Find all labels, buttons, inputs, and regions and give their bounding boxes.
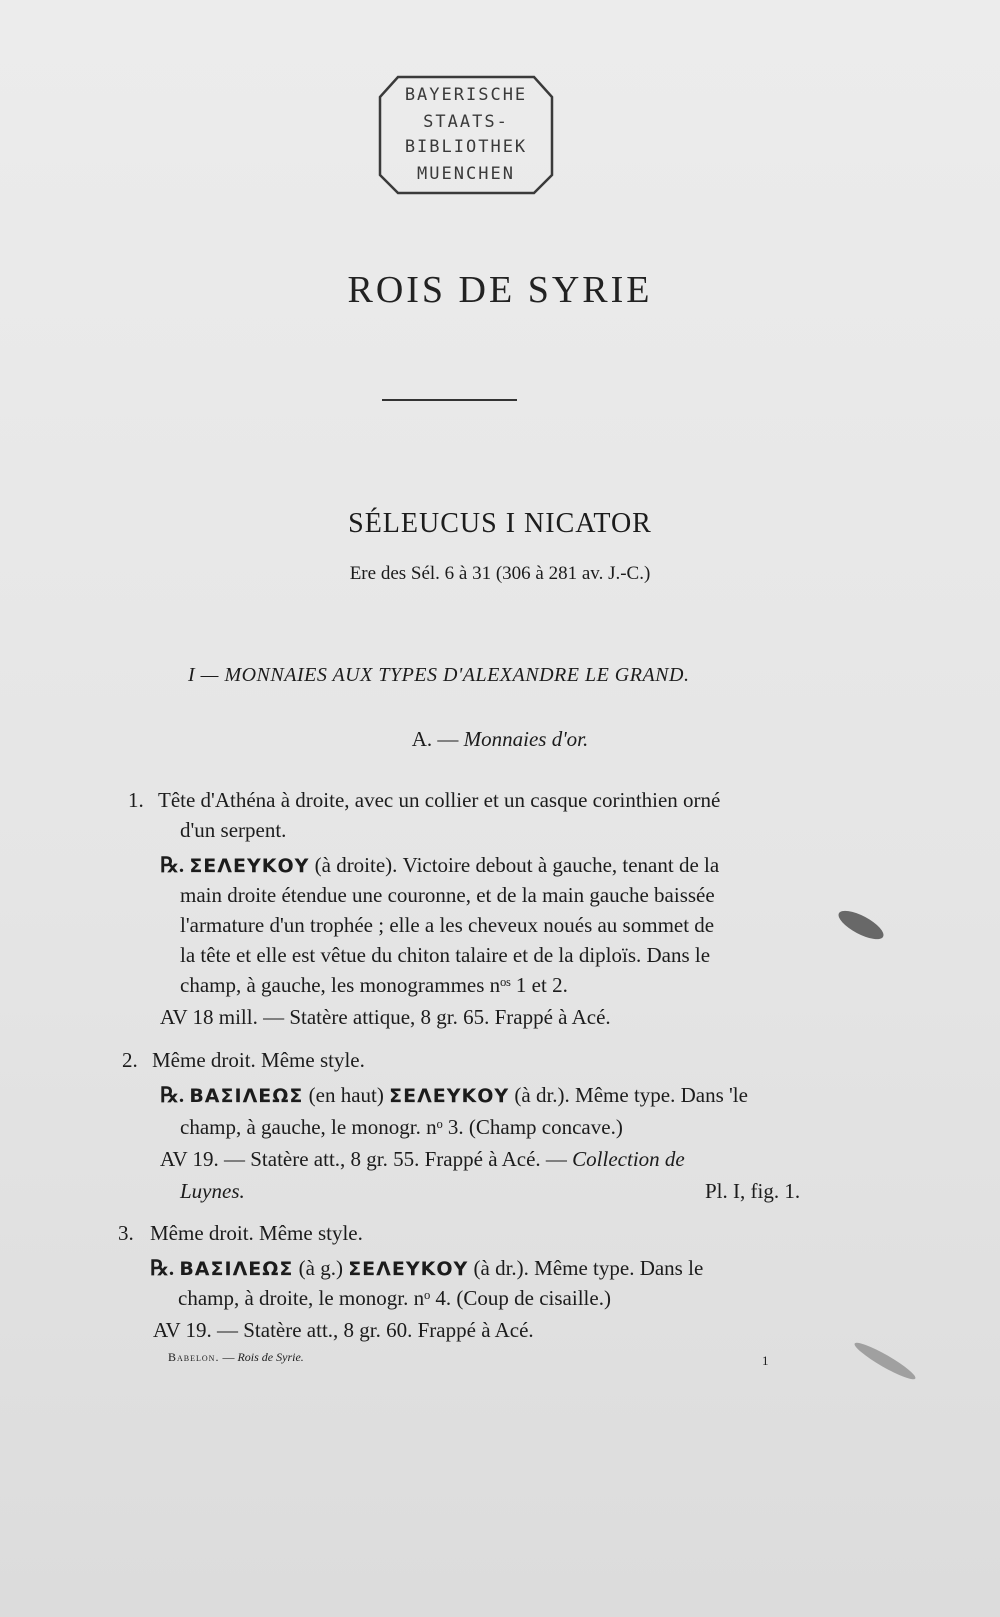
entry-3-number: 3. [118, 1221, 134, 1245]
entry-1-line-5: l'armature d'un trophée ; elle a les cheveux noués au sommet de [180, 913, 715, 937]
reverse-mid: (en haut) [303, 1083, 390, 1107]
footer-dash: — [219, 1350, 238, 1364]
page-footer [168, 1350, 304, 1365]
page-title: ROIS DE SYRIE [347, 269, 653, 311]
entry-1-reverse [160, 853, 719, 878]
king-heading: SÉLEUCUS I NICATOR [348, 508, 652, 539]
reverse-symbol: ℞. [160, 853, 185, 877]
greek-legend-2: ΣΕΛΕΥΚΟΥ [348, 1258, 469, 1280]
greek-legend-2: ΣΕΛΕΥΚΟΥ [389, 1085, 510, 1107]
era-line: Ere des Sél. 6 à 31 (306 à 281 av. J.-C.) [349, 563, 651, 584]
entry-1-line-6: la tête et elle est vêtue du chiton talaire et de la diploïs. Dans le [180, 943, 711, 967]
entry-1-line-7: champ, à gauche, les monogrammes nᵒˢ 1 et 2. [180, 973, 568, 997]
footer-work: Rois de Syrie. [237, 1350, 304, 1364]
metal-symbol: AV [160, 1005, 188, 1029]
footer-author: Babelon. [168, 1350, 220, 1364]
greek-legend-1: ΒΑΣΙΛΕΩΣ [179, 1258, 294, 1280]
entry-1-detail [160, 1005, 611, 1030]
title-rule [382, 399, 517, 401]
entry-1-line-4: main droite étendue une couronne, et de la main gauche baissée [180, 883, 715, 907]
library-stamp [376, 75, 556, 195]
reverse-mid: (à g.) [293, 1256, 349, 1280]
reverse-text: (à droite). Victoire debout à gauche, tenant de la [309, 853, 720, 877]
stamp-line-3: BIBLIOTHEK [404, 137, 528, 157]
entry-2-reverse [160, 1083, 748, 1108]
stamp-line-4: MUENCHEN [417, 164, 515, 184]
entry-2-obverse: Même droit. Même style. [152, 1048, 365, 1072]
page-number: 1 [762, 1353, 769, 1368]
collection-name: Collection de [572, 1147, 685, 1171]
entry-1-obverse: Tête d'Athéna à droite, avec un collier et un casque corinthien orné [158, 788, 721, 812]
section-heading [188, 664, 689, 687]
section-label: I — MONNAIES AUX TYPES D'ALEXANDRE LE GRAND. [188, 664, 690, 686]
reverse-symbol: ℞. [160, 1083, 185, 1107]
entry-3-reverse [150, 1256, 703, 1281]
stamp-line-1: BAYERISCHE [404, 85, 528, 105]
collection-name-cont: Luynes. [180, 1179, 245, 1203]
ink-smudge [835, 905, 888, 944]
metal-symbol: AV [160, 1147, 188, 1171]
entry-3-line-3: champ, à droite, le monogr. nᵒ 4. (Coup de cisaille.) [178, 1286, 611, 1310]
subsection-heading [0, 727, 1000, 752]
entry-1-number: 1. [128, 788, 144, 812]
entry-2-line-3: champ, à gauche, le monogr. nᵒ 3. (Champ concave.) [180, 1115, 623, 1139]
reverse-text: (à dr.). Même type. Dans le [468, 1256, 704, 1280]
greek-legend-1: ΒΑΣΙΛΕΩΣ [189, 1085, 304, 1107]
entry-2-collection-cont [180, 1179, 245, 1204]
stamp-line-2: STAATS- [423, 112, 509, 132]
detail-text: 18 mill. — Statère attique, 8 gr. 65. Frappé à Acé. [187, 1005, 611, 1029]
metal-symbol: AV [153, 1318, 181, 1342]
plate-reference: Pl. I, fig. 1. [705, 1179, 801, 1203]
entry-2-number: 2. [122, 1048, 138, 1072]
subsection-label: Monnaies d'or. [463, 727, 589, 751]
entry-1-obverse-cont: d'un serpent. [180, 818, 287, 842]
entry-3-detail [153, 1318, 534, 1343]
entry-2-detail [160, 1147, 685, 1172]
ink-smudge-2 [852, 1338, 919, 1383]
detail-text: 19. — Statère att., 8 gr. 60. Frappé à Acé. [180, 1318, 534, 1342]
subsection-prefix: A. — [411, 727, 459, 751]
reverse-symbol: ℞. [150, 1256, 175, 1280]
reverse-text: (à dr.). Même type. Dans 'le [509, 1083, 748, 1107]
entry-3-obverse: Même droit. Même style. [150, 1221, 363, 1245]
greek-legend: ΣΕΛΕΥΚΟΥ [189, 855, 310, 877]
detail-text: 19. — Statère att., 8 gr. 55. Frappé à Acé. — [187, 1147, 573, 1171]
